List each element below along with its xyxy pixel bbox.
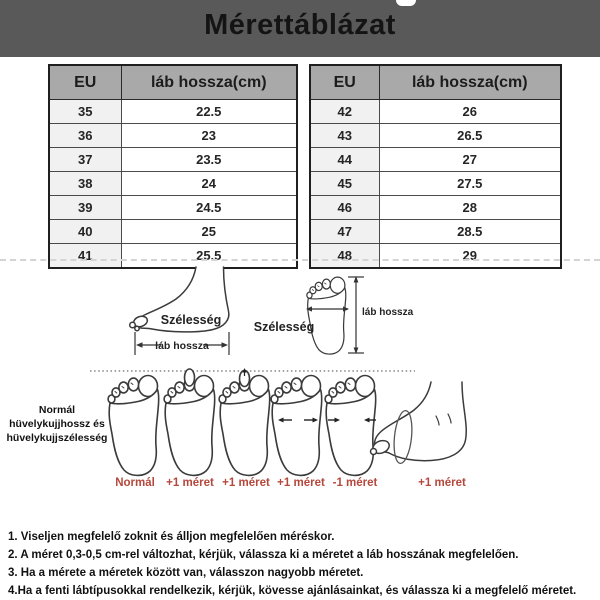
foot-sole-long-second-toe bbox=[164, 369, 215, 475]
column-header-eu: EU bbox=[49, 65, 121, 100]
measurement-diagram bbox=[125, 264, 445, 361]
eu-size-cell: 35 bbox=[49, 100, 121, 124]
length-cell: 25 bbox=[121, 220, 297, 244]
table-row bbox=[49, 220, 297, 244]
length-cell: 27.5 bbox=[379, 172, 561, 196]
length-cell: 29 bbox=[379, 244, 561, 269]
table-row bbox=[49, 124, 297, 148]
table-row bbox=[49, 148, 297, 172]
foot-sole-wide bbox=[271, 376, 322, 476]
column-header-length: láb hossza(cm) bbox=[379, 65, 561, 100]
foot-sole-long-toe-arrow bbox=[219, 368, 270, 475]
eu-size-cell: 44 bbox=[310, 148, 379, 172]
eu-size-cell: 38 bbox=[49, 172, 121, 196]
foot-type-label: -1 méret bbox=[332, 477, 378, 489]
image-crop-remnant bbox=[396, 0, 416, 6]
side-length-label: láb hossza bbox=[155, 340, 209, 352]
eu-size-cell: 48 bbox=[310, 244, 379, 269]
instructions-list bbox=[8, 528, 600, 600]
page-title: Mérettáblázat bbox=[204, 9, 396, 41]
size-table-right bbox=[309, 64, 562, 269]
foot-type-label: +1 méret bbox=[418, 477, 466, 489]
table-row bbox=[310, 124, 561, 148]
foot-type-label: +1 méret bbox=[277, 477, 325, 489]
column-header-eu: EU bbox=[310, 65, 379, 100]
foot-type-label: +1 méret bbox=[222, 477, 270, 489]
table-row bbox=[49, 196, 297, 220]
table-row bbox=[310, 196, 561, 220]
foot-high-instep-diagram bbox=[368, 380, 483, 478]
eu-size-cell: 45 bbox=[310, 172, 379, 196]
length-cell: 28.5 bbox=[379, 220, 561, 244]
table-row bbox=[49, 100, 297, 124]
column-header-length: láb hossza(cm) bbox=[121, 65, 297, 100]
table-row bbox=[310, 100, 561, 124]
eu-size-cell: 41 bbox=[49, 244, 121, 269]
side-width-label: Szélesség bbox=[160, 313, 222, 327]
length-cell: 26.5 bbox=[379, 124, 561, 148]
foot-top-view-diagram bbox=[306, 276, 364, 354]
length-cell: 27 bbox=[379, 148, 561, 172]
table-row bbox=[310, 172, 561, 196]
foot-type-label: +1 méret bbox=[166, 477, 214, 489]
table-row bbox=[310, 148, 561, 172]
instruction-line: 1. Viseljen megfelelő zoknit és álljon megfelelően méréskor. bbox=[8, 531, 335, 543]
table-row bbox=[310, 220, 561, 244]
title-banner bbox=[0, 0, 600, 57]
length-cell: 25.5 bbox=[121, 244, 297, 269]
eu-size-cell: 43 bbox=[310, 124, 379, 148]
length-cell: 28 bbox=[379, 196, 561, 220]
eu-size-cell: 37 bbox=[49, 148, 121, 172]
eu-size-cell: 42 bbox=[310, 100, 379, 124]
eu-size-cell: 39 bbox=[49, 196, 121, 220]
toe-note: Normál hüvelykujjhossz és hüvelykujjszélesség bbox=[6, 404, 108, 444]
eu-size-cell: 40 bbox=[49, 220, 121, 244]
eu-size-cell: 47 bbox=[310, 220, 379, 244]
length-cell: 23.5 bbox=[121, 148, 297, 172]
length-cell: 24.5 bbox=[121, 196, 297, 220]
table-row bbox=[49, 172, 297, 196]
length-cell: 26 bbox=[379, 100, 561, 124]
length-cell: 24 bbox=[121, 172, 297, 196]
instruction-line: 3. Ha a mérete a méretek között van, válasszon nagyobb méretet. bbox=[8, 567, 364, 579]
size-table-left bbox=[48, 64, 298, 269]
dashed-divider bbox=[0, 259, 600, 261]
eu-size-cell: 36 bbox=[49, 124, 121, 148]
foot-sole-normal bbox=[108, 376, 159, 476]
foot-type-label: Normál bbox=[115, 477, 155, 489]
top-length-label: láb hossza bbox=[362, 307, 414, 318]
length-cell: 23 bbox=[121, 124, 297, 148]
top-width-label: Szélesség bbox=[253, 320, 315, 334]
instruction-line: 2. A méret 0,3-0,5 cm-rel változhat, kérjük, válassza ki a méretet a láb hosszának megfelelően. bbox=[8, 549, 519, 561]
instruction-line: 4.Ha a fenti lábtípusokkal rendelkezik, kérjük, kövesse ajánlásainkat, és válassza ki a megfelelő méretet. bbox=[8, 585, 577, 597]
length-cell: 22.5 bbox=[121, 100, 297, 124]
eu-size-cell: 46 bbox=[310, 196, 379, 220]
